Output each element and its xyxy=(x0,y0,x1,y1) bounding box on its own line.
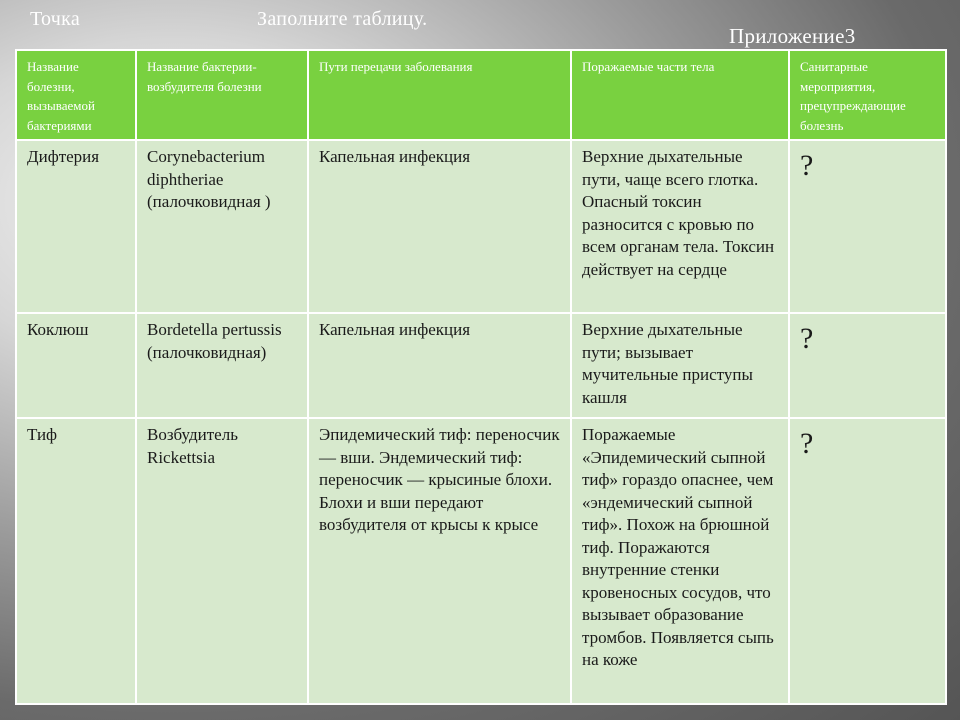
slide-header-left: Точка xyxy=(30,8,81,30)
cell-affected-parts: Поражаемые «Эпидемический сыпной тиф» гораздо опаснее, чем «эндемический сыпной тиф». Похож на брюшной тиф. Поражаются внутренние стенки кровеносных сосудов, что вызывает образование тромбов. Появляется сыпь на коже xyxy=(571,418,789,704)
column-header-affected-parts: Поражаемые части тела xyxy=(571,50,789,140)
cell-disease: Дифтерия xyxy=(16,140,136,313)
column-header-sanitary-measures: Санитарные мероприятия, прецупреждающие болезнь xyxy=(789,50,946,140)
cell-transmission: Капельная инфекция xyxy=(308,140,571,313)
cell-bacterium: Возбудитель Rickettsia xyxy=(136,418,308,704)
cell-bacterium: Corynebacterium diphtheriae (палочковидная ) xyxy=(136,140,308,313)
cell-sanitary-measures: ? xyxy=(789,140,946,313)
column-header-transmission: Пути перецачи заболевания xyxy=(308,50,571,140)
column-header-bacterium: Название бактерии-возбудителя болезни xyxy=(136,50,308,140)
table-row xyxy=(16,140,946,313)
cell-disease: Тиф xyxy=(16,418,136,704)
column-header-disease: Название болезни, вызываемой бактериями xyxy=(16,50,136,140)
table-header-row xyxy=(16,50,946,140)
cell-bacterium: Bordetella pertussis (палочковидная) xyxy=(136,313,308,418)
bacteria-diseases-table xyxy=(15,49,947,705)
cell-transmission: Капельная инфекция xyxy=(308,313,571,418)
cell-affected-parts: Верхние дыхательные пути; вызывает мучительные приступы кашля xyxy=(571,313,789,418)
cell-affected-parts: Верхние дыхательные пути, чаще всего глотка. Опасный токсин разносится с кровью по всем органам тела. Токсин действует на сердце xyxy=(571,140,789,313)
slide-title: Заполните таблицу. xyxy=(257,8,428,30)
cell-transmission: Эпидемический тиф: переносчик — вши. Эндемический тиф: переносчик — крысиные блохи. Блохи и вши передают возбудителя от крысы к крысе xyxy=(308,418,571,704)
appendix-label: Приложение3 xyxy=(729,24,856,48)
cell-sanitary-measures: ? xyxy=(789,313,946,418)
table-row xyxy=(16,418,946,704)
cell-sanitary-measures: ? xyxy=(789,418,946,704)
table-row xyxy=(16,313,946,418)
cell-disease: Коклюш xyxy=(16,313,136,418)
